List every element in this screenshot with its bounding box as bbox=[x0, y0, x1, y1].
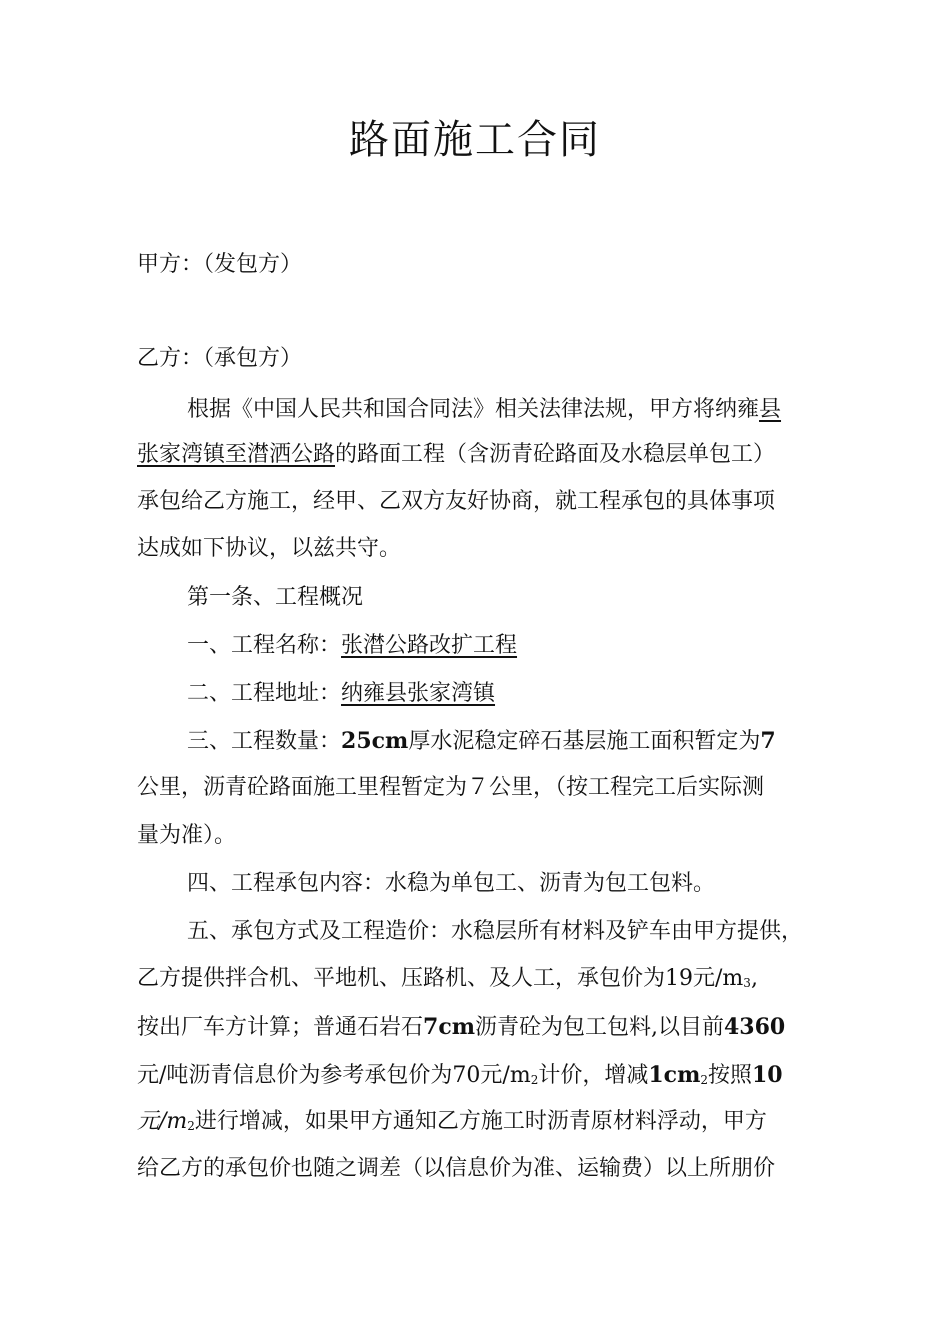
item-text: 按出厂车方计算；普通石岩石 bbox=[137, 1015, 424, 1040]
intro-line-1 bbox=[187, 394, 781, 426]
unit-exponent: 3 bbox=[743, 976, 751, 990]
item-project-address bbox=[187, 678, 495, 710]
item-price-line-3 bbox=[137, 1011, 785, 1043]
intro-line-2 bbox=[137, 439, 775, 471]
item-quantity-line-2: 公里，沥青砼路面施工里程暂定为７公里，（按工程完工后实际测 bbox=[137, 775, 765, 800]
party-a-line: 甲方：（发包方） bbox=[137, 252, 303, 277]
project-name-value: 张澘公路改扩工程 bbox=[341, 633, 518, 658]
thickness-value: 7cm bbox=[423, 1014, 475, 1040]
price-value: 10 bbox=[752, 1062, 783, 1088]
item-scope: 四、工程承包内容：水稳为单包工、沥青为包工包料。 bbox=[187, 871, 716, 896]
item-label: 一、工程名称： bbox=[187, 633, 342, 658]
party-b-line: 乙方：（承包方） bbox=[137, 346, 303, 371]
thickness-value: 25cm bbox=[341, 728, 409, 754]
item-price-line-4 bbox=[137, 1059, 783, 1091]
item-text: , bbox=[750, 966, 758, 991]
unit-exponent: 2 bbox=[187, 1119, 195, 1133]
item-text: 进行增减，如果甲方通知乙方施工时沥青原材料浮动，甲方 bbox=[194, 1109, 767, 1134]
unit-exponent: 2 bbox=[700, 1073, 708, 1087]
project-address-value: 纳雍县张家湾镇 bbox=[341, 681, 496, 706]
intro-text: 根据《中国人民共和国合同法》相关法律法规，甲方将纳雍 bbox=[187, 397, 760, 422]
distance-value: 7 bbox=[760, 728, 776, 754]
unit-text: 元/m bbox=[480, 1063, 531, 1088]
page-title: 路面施工合同 bbox=[349, 117, 601, 163]
unit-text: 元/m bbox=[693, 966, 744, 991]
price-value: 70 bbox=[452, 1063, 481, 1088]
intro-text: 的路面工程（含沥青砼路面及水稳层单包工） bbox=[335, 442, 776, 467]
intro-line-3: 承包给乙方施工，经甲、乙双方友好协商，就工程承包的具体事项 bbox=[137, 489, 776, 514]
item-price-line-6: 给乙方的承包价也随之调差（以信息价为准、运输费）以上所朋价 bbox=[137, 1156, 776, 1181]
item-text: 计价，增减 bbox=[538, 1063, 649, 1088]
item-quantity-line-1 bbox=[187, 725, 776, 757]
intro-line-4: 达成如下协议，以兹共守。 bbox=[137, 536, 402, 561]
item-label: 二、工程地址： bbox=[187, 681, 342, 706]
thickness-value: 1cm bbox=[648, 1062, 701, 1088]
item-price-line-2 bbox=[137, 963, 758, 995]
asphalt-price-value: 4360 bbox=[724, 1014, 786, 1040]
item-label: 三、工程数量： bbox=[187, 729, 342, 754]
item-text: 沥青砼为包工包料,以目前 bbox=[475, 1015, 724, 1040]
county-underlined: 县 bbox=[759, 397, 782, 422]
item-text: 厚水泥稳定碎石基层施工面积暂定为 bbox=[408, 729, 761, 754]
item-quantity-line-3: 量为准）。 bbox=[137, 823, 237, 848]
item-price-line-1: 五、承包方式及工程造价：水稳层所有材料及铲车由甲方提供， bbox=[187, 919, 804, 944]
road-name-underlined: 张家湾镇至澘洒公路 bbox=[137, 442, 336, 467]
unit-text: 元/m bbox=[137, 1109, 188, 1134]
item-price-line-5 bbox=[137, 1106, 767, 1138]
item-text: 按照 bbox=[707, 1063, 752, 1088]
item-text: 乙方提供拌合机、平地机、压路机、及人工，承包价为 bbox=[137, 966, 666, 991]
unit-exponent: 2 bbox=[530, 1073, 539, 1087]
item-text: 元/吨沥青信息价为参考承包价为 bbox=[137, 1063, 453, 1088]
price-value: 19 bbox=[665, 966, 694, 991]
article-1-heading: 第一条、工程概况 bbox=[187, 585, 364, 610]
item-project-name bbox=[187, 630, 517, 662]
